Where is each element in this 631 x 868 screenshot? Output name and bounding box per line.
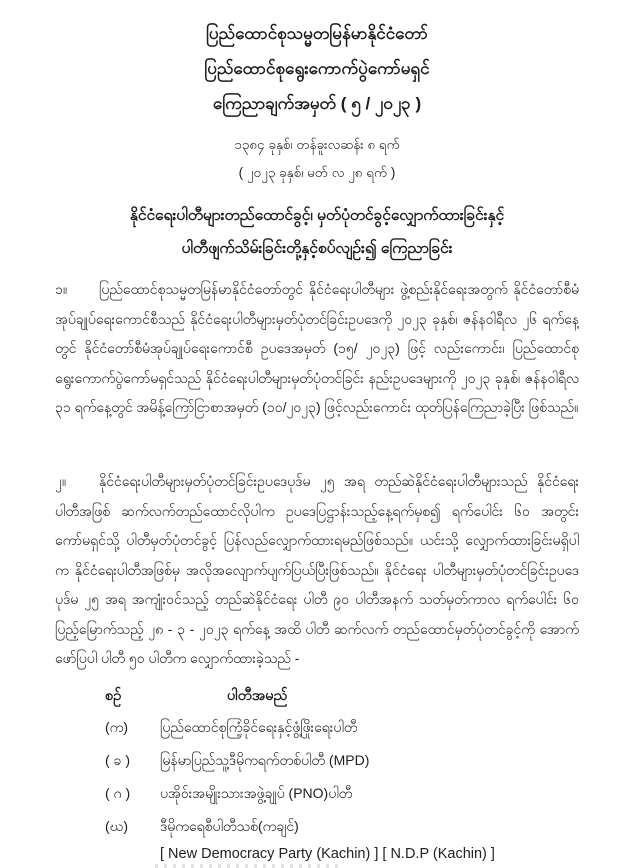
party-row: [55, 777, 579, 810]
paragraph-1: [55, 275, 579, 453]
paragraph-2-number: ၂။: [55, 473, 67, 489]
party-serial: (ဃ): [105, 818, 128, 834]
subject-block: [55, 199, 579, 265]
party-name: ပြည်ထောင်စုကြံ့ခိုင်ရေးနှင့်ဖွံ့ဖြိုးရေးပါတီ: [160, 719, 358, 735]
party-serial: (က): [105, 719, 129, 735]
name-column-header: ပါတီအမည်: [227, 688, 288, 704]
paragraph-1-text: ပြည်ထောင်စုသမ္မတမြန်မာနိုင်ငံတော်တွင် နိုင်ငံရေးပါတီများ ဖွဲ့စည်းနိုင်ရေးအတွက် နိုင်ငံတော်စီမံအုပ်ချုပ်ရေးကောင်စီသည် နိုင်ငံရေးပါတီများမှတ်ပုံတင်ခြင်းဥပဒေကို ၂၀၂၃ ခုနှစ်၊ ဇန်နဝါရီလ ၂၆ ရက်နေ့တွင် နိုင်ငံတော်စီမံအုပ်ချုပ်ရေးကောင်စီ ဥပဒေအမှတ် (၁၅/ ၂၀၂၃) ဖြင့် လည်းကောင်း၊ ပြည်ထောင်စုရွေးကောက်ပွဲကော်မရှင်သည် နိုင်ငံရေးပါတီများမှတ်ပုံတင်ခြင်း နည်းဥပဒေများကို ၂၀၂၃ ခုနှစ်၊ ဇန်နဝါရီလ ၃၁ ရက်နေ့တွင် အမိန့်ကြော်ငြာစာအမှတ် (၁၀/၂၀၂၃) ဖြင့်လည်းကောင်း ထုတ်ပြန်ကြေညာခဲ့ပြီး ဖြစ်သည်။: [55, 281, 579, 415]
serial-column-header: စဉ်: [105, 688, 122, 704]
party-row: [55, 810, 579, 843]
myanmar-calendar-date: ၁၃၈၄ ခုနှစ်၊ တန်ခူးလဆန်း ၈ ရက်: [234, 137, 400, 152]
date-block: [55, 131, 579, 187]
party-list-header: [55, 681, 579, 711]
party-serial: ( ဂ ): [105, 785, 131, 801]
party-name: ပအိုဝ်းအမျိုးသားအဖွဲ့ချုပ် (PNO)ပါတီ: [160, 785, 353, 801]
document-header: [55, 16, 579, 121]
party-serial: ( ခ ): [105, 752, 130, 768]
party-row: [55, 744, 579, 777]
paragraph-1-number: ၁။: [55, 281, 68, 297]
paragraph-2: [55, 467, 579, 679]
party-english-name: [ New Democracy Party (Kachin) ] [ N.D.P (Kachin) ]: [160, 846, 495, 862]
subject-line-2: ပါတီဖျက်သိမ်းခြင်းတို့နှင့်စပ်လျဉ်း၍ ကြေညာခြင်း: [181, 240, 453, 257]
commission-title: ပြည်ထောင်စုရွေးကောက်ပွဲကော်မရှင်: [204, 59, 430, 78]
party-name: ဒီမိုကရေစီပါတီသစ်(ကချင်): [160, 818, 299, 834]
paragraph-2-text: နိုင်ငံရေးပါတီများမှတ်ပုံတင်ခြင်းဥပဒေပုဒ်မ ၂၅ အရ တည်ဆဲနိုင်ငံရေးပါတီများသည် နိုင်ငံရေးပါတီအဖြစ် ဆက်လက်တည်ထောင်လိုပါက ဥပဒေပြဋ္ဌာန်းသည့်နေ့ရက်မှစ၍ ရက်ပေါင်း ၆၀ အတွင်း ကော်မရှင်သို့ ပါတီမှတ်ပုံတင်ခွင့် ပြန်လည်လျှောက်ထားရမည်ဖြစ်သည်။ ယင်းသို့ လျှောက်ထားခြင်းမရှိပါက နိုင်ငံရေးပါတီအဖြစ်မှ အလိုအလျောက်ပျက်ပြယ်ပြီးဖြစ်သည်။ နိုင်ငံရေး ပါတီများမှတ်ပုံတင်ခြင်းဥပဒေ ပုဒ်မ ၂၅ အရ အကျုံးဝင်သည့် တည်ဆဲနိုင်ငံရေး ပါတီ ၉၀ ပါတီအနက် သတ်မှတ်ကာလ ရက်ပေါင်း ၆၀ ပြည့်မြောက်သည့် ၂၈ - ၃ - ၂၀၂၃ ရက်နေ့ အထိ ပါတီ ဆက်လက် တည်ထောင်မှတ်ပုံတင်ခွင့်ကို အောက်ဖော်ပြပါ ပါတီ ၅၀ ပါတီက လျှောက်ထားခဲ့သည် -: [55, 473, 579, 666]
party-row: [55, 711, 579, 744]
announcement-number: ကြေညာချက်အမှတ် ( ၅ / ၂၀၂၃ ): [212, 94, 422, 113]
state-title: ပြည်ထောင်စုသမ္မတမြန်မာနိုင်ငံတော်: [206, 24, 428, 43]
clipped-partial-line: [155, 864, 340, 868]
gregorian-date: ( ၂၀၂၃ ခုနှစ်၊ မတ် လ ၂၈ ရက် ): [238, 165, 396, 180]
party-name: မြန်မာပြည်သူ့ဒီမိုကရက်တစ်ပါတီ (MPD): [160, 752, 370, 768]
subject-line-1: နိုင်ငံရေးပါတီများတည်ထောင်ခွင့်၊ မှတ်ပုံတင်ခွင့်လျှောက်ထားခြင်းနှင့်: [129, 207, 505, 224]
